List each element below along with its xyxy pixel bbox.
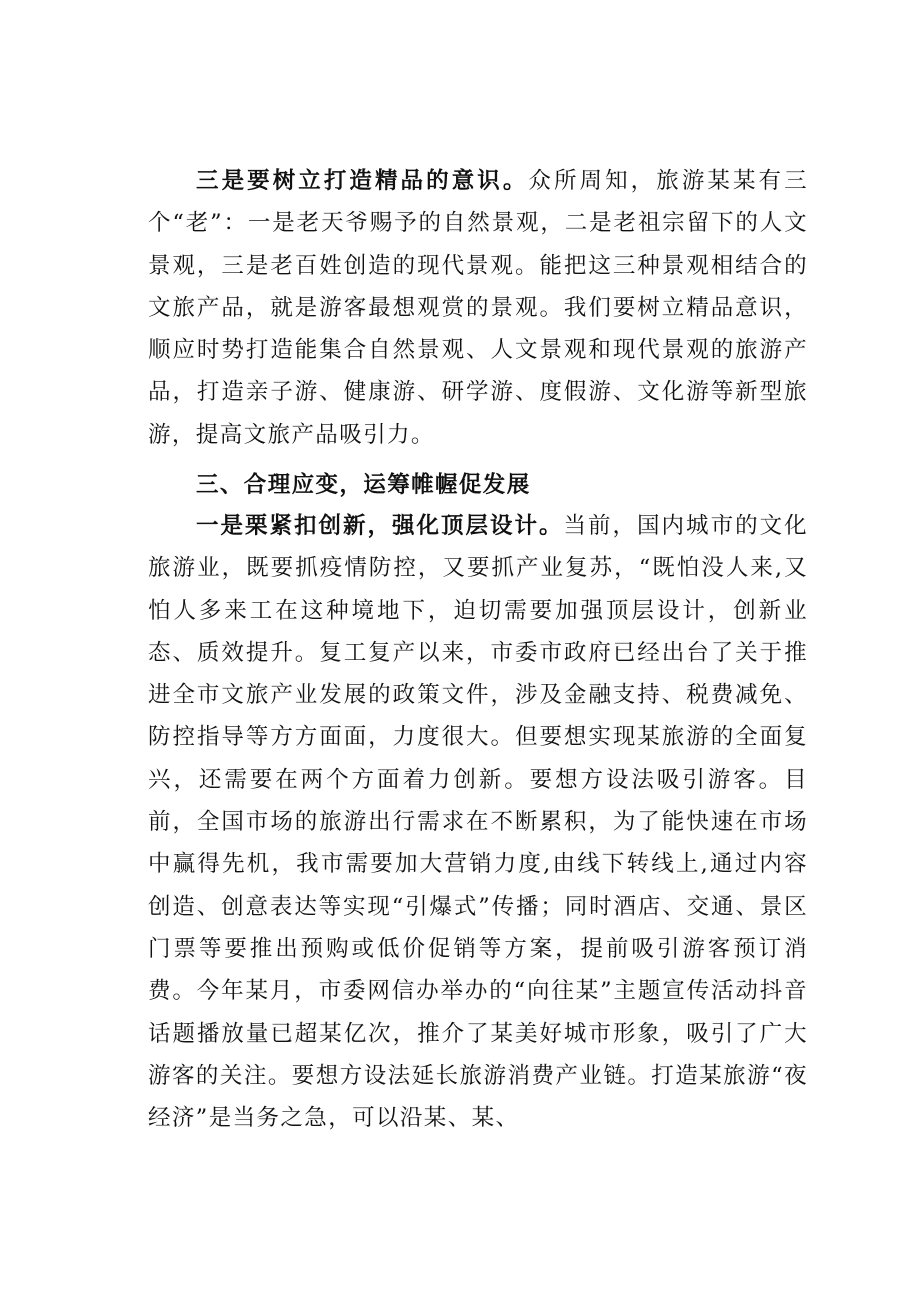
- paragraph-1-body: 众所周知，旅游某某有三个“老”：一是老天爷赐予的自然景观，二是老祖宗留下的人文景观，三是老百姓创造的现代景观。能把这三种景观相结合的文旅产品，就是游客最想观赏的景观。我们要树立精品意识，顺应时势打造能集合自然景观、人文景观和现代景观的旅游产品，打造亲子游、健康游、研学游、度假游、文化游等新型旅游，提高文旅产品吸引力。: [148, 168, 808, 448]
- paragraph-1-lead: 三是要树立打造精品的意识。: [196, 168, 529, 194]
- paragraph-1: [148, 160, 808, 456]
- paragraph-2: [148, 505, 808, 1139]
- section-heading: 三、合理应变，运筹帷幄促发展: [196, 472, 531, 498]
- paragraph-2-lead: 一是栗紧扣创新，强化顶层设计。: [196, 513, 564, 539]
- paragraph-2-body: 当前，国内城市的文化旅游业，既要抓疫情防控，又要抓产业复苏，“既怕没人来,又怕人多来工在这种境地下，迫切需要加强顶层设计，创新业态、质效提升。复工复产以来，市委市政府已经出台了关于推进全市文旅产业发展的政策文件，涉及金融支持、税费减免、防控指导等方方面面，力度很大。但要想实现某旅游的全面复兴，还需要在两个方面着力创新。要想方设法吸引游客。目前，全国市场的旅游出行需求在不断累积，为了能快速在市场中赢得先机，我市需要加大营销力度,由线下转线上,通过内容创造、创意表达等实现“引爆式”传播；同时酒店、交通、景区门票等要推出预购或低价促销等方案，提前吸引游客预订消费。今年某月，市委网信办举办的“向往某”主题宣传活动抖音话题播放量已超某亿次，推介了某美好城市形象，吸引了广大游客的关注。要想方设法延长旅游消费产业链。打造某旅游“夜经济”是当务之急，可以沿某、某、: [148, 513, 808, 1132]
